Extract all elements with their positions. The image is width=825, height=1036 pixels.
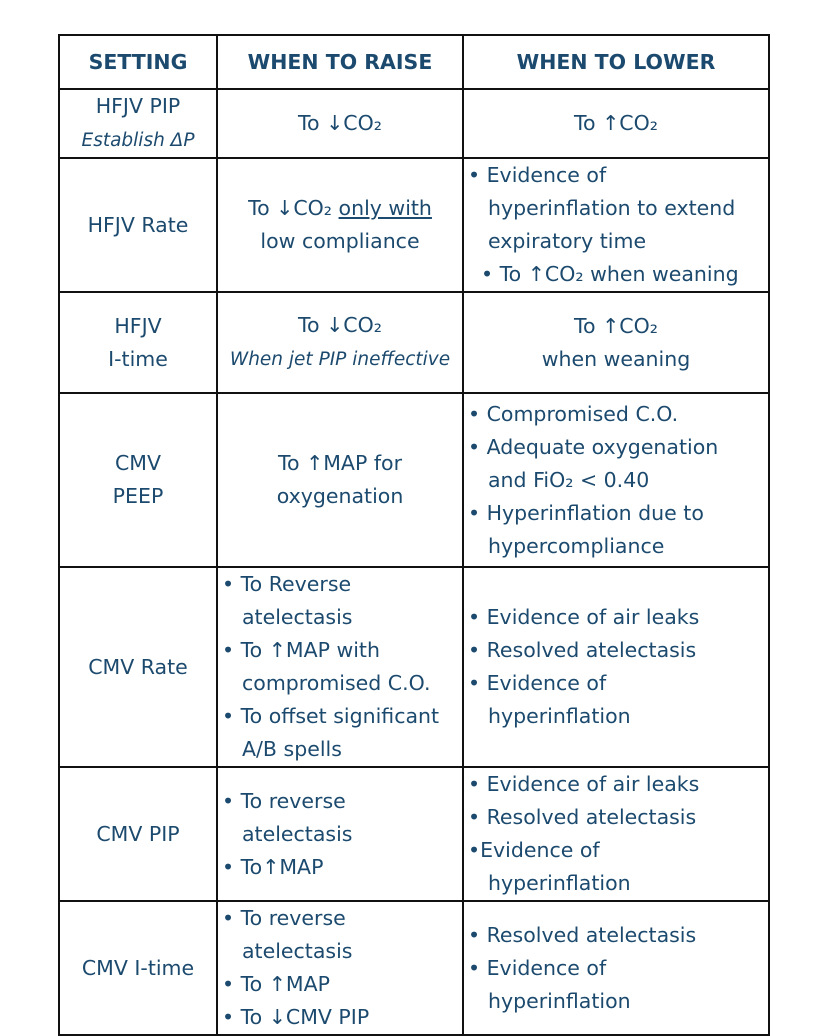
cell-line (64, 90, 212, 123)
cell-line (222, 902, 458, 935)
cell-text: • Resolved atelectasis (468, 638, 697, 662)
cell-text: • To ↑CO₂ when weaning (468, 262, 739, 286)
cell-text: • Evidence of air leaks (468, 772, 700, 796)
cell-line (222, 342, 458, 376)
cell-text: • Adequate oxygenation (468, 434, 719, 459)
cell-line (222, 480, 458, 513)
when-to-lower-cell (463, 901, 769, 1035)
cell-line (222, 1001, 458, 1034)
cell-line (64, 209, 212, 242)
table-row (59, 292, 769, 393)
italic-note: Establish ΔP (81, 130, 195, 151)
cell-line (468, 919, 764, 952)
when-to-lower-cell (463, 567, 769, 767)
cell-text: hyperinflation (488, 871, 631, 895)
cell-text: • Compromised C.O. (468, 401, 679, 426)
cell-line (222, 733, 458, 766)
cell-text: • Resolved atelectasis (468, 805, 697, 829)
cell-line (64, 952, 212, 985)
cell-line (64, 310, 212, 343)
cell-text: CMV I-time (81, 955, 195, 980)
cell-line (222, 935, 458, 968)
setting-cell (59, 767, 217, 901)
cell-text: • Evidence of air leaks (468, 605, 700, 629)
header-when-to-raise: WHEN TO RAISE (217, 35, 463, 89)
cell-line (468, 801, 764, 834)
cell-line (222, 785, 458, 818)
cell-line (468, 497, 764, 530)
cell-line (222, 818, 458, 851)
cell-line (222, 667, 458, 700)
cell-text: oxygenation (276, 484, 404, 508)
cell-text: I-time (108, 346, 168, 371)
cell-line (468, 107, 764, 140)
cell-line (222, 192, 458, 225)
cell-line (468, 601, 764, 634)
cell-text: HFJV (114, 313, 162, 338)
cell-line (468, 667, 764, 700)
cell-text: atelectasis (242, 605, 353, 629)
when-to-raise-cell (217, 89, 463, 158)
cell-line (222, 968, 458, 1001)
cell-text: CMV PIP (96, 821, 180, 846)
cell-text: •Evidence of (468, 838, 600, 862)
cell-text: • To Reverse (222, 572, 352, 596)
cell-text: • Hyperinflation due to (468, 500, 704, 525)
setting-cell (59, 89, 217, 158)
cell-text: when weaning (541, 346, 691, 371)
cell-text: To ↑MAP for (277, 451, 403, 475)
cell-line (222, 601, 458, 634)
cell-line (468, 225, 764, 258)
cell-text: atelectasis (242, 939, 353, 963)
cell-line (64, 651, 212, 684)
cell-text: • To offset significant (222, 704, 440, 728)
cell-line (222, 700, 458, 733)
cell-line (468, 634, 764, 667)
cell-line (64, 447, 212, 480)
setting-cell (59, 567, 217, 767)
when-to-raise-cell (217, 292, 463, 393)
cell-text: To ↓CO₂ (298, 111, 382, 135)
cell-text: hyperinflation (488, 988, 631, 1013)
cell-text: CMV Rate (88, 654, 188, 679)
cell-text: PEEP (112, 484, 164, 508)
table-row (59, 393, 769, 567)
cell-line (468, 192, 764, 225)
cell-text: To ↑CO₂ (574, 313, 658, 338)
table-row (59, 767, 769, 901)
when-to-raise-cell (217, 901, 463, 1035)
cell-line (468, 398, 764, 431)
when-to-lower-cell (463, 292, 769, 393)
when-to-raise-cell (217, 567, 463, 767)
cell-text: hyperinflation (488, 704, 631, 728)
setting-cell (59, 393, 217, 567)
cell-text: compromised C.O. (242, 671, 431, 695)
cell-line (468, 431, 764, 464)
table-row (59, 901, 769, 1035)
cell-text: • To reverse (222, 906, 346, 930)
cell-line (468, 985, 764, 1018)
cell-text: • To ↓CMV PIP (222, 1005, 370, 1029)
cell-line (222, 309, 458, 342)
cell-line (468, 530, 764, 563)
setting-cell (59, 292, 217, 393)
cell-text: • To ↑MAP with (222, 638, 380, 662)
cell-text: To ↓CO₂ (248, 196, 339, 220)
when-to-lower-cell (463, 89, 769, 158)
cell-line (468, 952, 764, 985)
cell-text: • Evidence of (468, 163, 607, 187)
cell-text: CMV (114, 451, 162, 475)
cell-line (222, 107, 458, 140)
cell-line (64, 123, 212, 157)
cell-line (222, 851, 458, 884)
cell-text: • To ↑MAP (222, 972, 330, 996)
when-to-lower-cell (463, 393, 769, 567)
cell-line (222, 568, 458, 601)
cell-text: and FiO₂ < 0.40 (488, 467, 650, 492)
cell-line (64, 818, 212, 851)
header-row (59, 35, 769, 89)
cell-text: • Resolved atelectasis (468, 922, 697, 947)
cell-text: • To↑MAP (222, 854, 324, 879)
cell-line (222, 634, 458, 667)
table-row (59, 158, 769, 292)
cell-line (468, 258, 764, 291)
cell-line (468, 867, 764, 900)
cell-line (468, 464, 764, 497)
table-row (59, 89, 769, 158)
cell-line (222, 447, 458, 480)
when-to-raise-cell (217, 393, 463, 567)
cell-line (468, 159, 764, 192)
when-to-raise-cell (217, 158, 463, 292)
when-to-lower-cell (463, 158, 769, 292)
cell-line (468, 834, 764, 867)
cell-line (468, 343, 764, 376)
setting-cell (59, 158, 217, 292)
setting-cell (59, 901, 217, 1035)
cell-text: hypercompliance (488, 533, 665, 558)
header-setting: SETTING (59, 35, 217, 89)
cell-line (64, 343, 212, 376)
cell-text: expiratory time (488, 229, 647, 253)
cell-text: atelectasis (242, 821, 353, 846)
when-to-raise-cell (217, 767, 463, 901)
header-when-to-lower: WHEN TO LOWER (463, 35, 769, 89)
cell-line (468, 700, 764, 733)
cell-text: hyperinflation to extend (488, 196, 736, 220)
cell-text: HFJV PIP (95, 94, 181, 118)
table-row (59, 567, 769, 767)
cell-line (468, 768, 764, 801)
cell-text: low compliance (260, 229, 420, 253)
underlined-text: only with (338, 196, 432, 220)
cell-text: • To reverse (222, 788, 346, 813)
cell-text: HFJV Rate (87, 212, 189, 237)
cell-text: To ↑CO₂ (574, 111, 658, 135)
cell-text: To ↓CO₂ (298, 313, 382, 337)
italic-note: When jet PIP ineffective (229, 349, 451, 370)
cell-line (222, 225, 458, 258)
cell-text: • Evidence of (468, 955, 607, 980)
when-to-lower-cell (463, 767, 769, 901)
cell-line (468, 310, 764, 343)
cell-text: • Evidence of (468, 671, 607, 695)
cell-text: A/B spells (242, 737, 342, 761)
cell-line (64, 480, 212, 513)
ventilator-settings-table (58, 34, 770, 1036)
